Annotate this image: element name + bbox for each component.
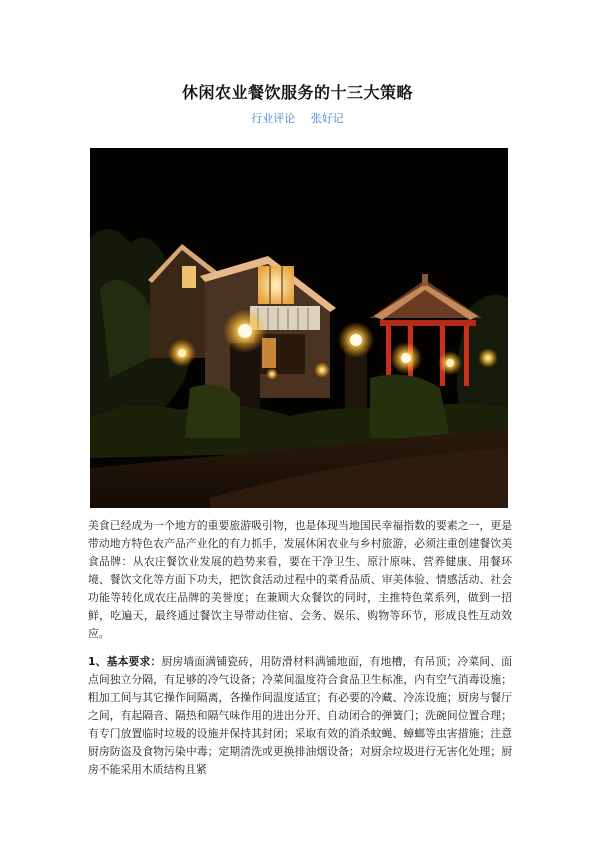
article-byline [0, 110, 595, 126]
intro-paragraph: 美食已经成为一个地方的重要旅游吸引物，也是体现当地国民幸福指数的要素之一，更是带动地方特色农产品产业化的有力抓手，发展休闲农业与乡村旅游，必须注重创建餐饮美食品牌：从农庄餐饮业发展的趋势来看，要在干净卫生、原汁原味、营养健康、用餐环境、餐饮文化等方面下功夫，把饮食活动过程中的菜肴品质、审美体验、情感活动、社会功能等转化成农庄品牌的美誉度；在兼顾大众餐饮的同时，主推特色菜系列，做到一招鲜，吃遍天，最终通过餐饮主导带动住宿、会务、娱乐、购物等环节，形成良性互动效应。 [88, 519, 512, 640]
section1-heading: 1、基本要求： [88, 655, 162, 668]
section1-text: 厨房墙面满铺瓷砖，用防滑材料满铺地面，有地槽，有吊顶；冷菜间、面点间独立分隔，有足够的冷气设备；冷菜间温度符合食品卫生标准，内有空气消毒设施；粗加工间与其它操作间隔离，各操作间温度适宜；有必要的冷藏、冷冻设施；厨房与餐厅之间，有起隔音、隔热和隔气味作用的进出分开、自动闭合的弹簧门；洗碗间位置合理；有专门放置临时垃圾的设施并保持其封闭；采取有效的消杀蚊蝇、蟑螂等虫害措施；注意厨房防盗及食物污染中毒；定期清洗或更换排油烟设备；对厨余垃圾进行无害化处理；厨房不能采用木质结构且紧 [88, 655, 512, 776]
article-body [88, 517, 512, 779]
article-title: 休闲农业餐饮服务的十三大策略 [181, 83, 413, 102]
section1-paragraph [88, 653, 512, 779]
byline-author[interactable]: 张好记 [310, 112, 344, 125]
house-at-night-photo [90, 148, 508, 508]
byline-category[interactable]: 行业评论 [251, 112, 296, 125]
